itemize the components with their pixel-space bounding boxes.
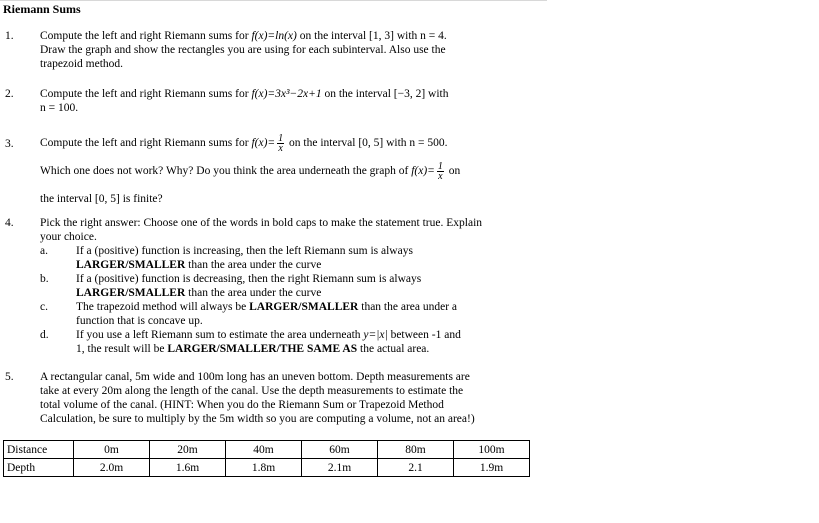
table-cell: 2.1 — [378, 459, 454, 477]
problem-5-number: 5. — [5, 371, 14, 383]
problem-4-number: 4. — [5, 217, 14, 229]
table-cell: 1.9m — [454, 459, 530, 477]
problem-1-number: 1. — [5, 30, 14, 42]
row-label-distance: Distance — [4, 441, 74, 459]
problem-3-number: 3. — [5, 138, 14, 150]
table-row-distance — [4, 441, 530, 459]
table-cell: 1.6m — [150, 459, 226, 477]
table-cell: 0m — [74, 441, 150, 459]
problem-4d-function: y=|x| — [363, 329, 388, 341]
problem-4b-text: If a (positive) function is decreasing, then the right Riemann sum is always LARGER/SMALLER than the area under the curve — [76, 273, 422, 299]
table-cell: 20m — [150, 441, 226, 459]
problem-2-number: 2. — [5, 88, 14, 100]
table-cell: 100m — [454, 441, 530, 459]
problem-4a-label: a. — [40, 245, 48, 257]
problem-4-intro: Pick the right answer: Choose one of the words in bold caps to make the statement true. Explain your choice. — [40, 217, 483, 243]
problem-3-text: Compute the left and right Riemann sums for f(x)= $\frac{1}{x}$ on the interval [0, 5] with n = 500. Which one does not work? Why? Do you think the area underneath the graph of f(x)= $\frac{1}{x}$ on the interval [0, 5] is finite? — [40, 132, 461, 205]
problem-3-question-fraction: $\frac{1}{x}$ — [437, 160, 443, 182]
table-cell: 40m — [226, 441, 302, 459]
problem-1-function: f(x)=ln(x) — [251, 30, 297, 42]
problem-4c-label: c. — [40, 301, 48, 313]
problem-2-function: f(x)=3x³−2x+1 — [251, 88, 322, 100]
table-cell: 1.8m — [226, 459, 302, 477]
canal-depth-table — [3, 440, 530, 477]
table-cell: 80m — [378, 441, 454, 459]
problem-5-text: A rectangular canal, 5m wide and 100m long has an uneven bottom. Depth measurements are take at every 20m along the length of the canal. Use the depth measurements to estimate the total volume of the canal. (HINT: When you do the Riemann Sum or Trapezoid Method Calculation, be sure to multiply by the 5m width so you are computing a volume, not an area!) — [40, 371, 475, 425]
row-label-depth: Depth — [4, 459, 74, 477]
problem-4d-label: d. — [40, 329, 49, 341]
table-cell: 2.1m — [302, 459, 378, 477]
page-title: Riemann Sums — [3, 2, 81, 16]
problem-4c-text: The trapezoid method will always be LARGER/SMALLER than the area under a function that is concave up. — [76, 301, 458, 327]
table-row-depth — [4, 459, 530, 477]
problem-2-text: Compute the left and right Riemann sums for f(x)=3x³−2x+1 on the interval [−3, 2] with n = 100. — [40, 88, 449, 114]
table-cell: 2.0m — [74, 459, 150, 477]
problem-3-fraction: $\frac{1}{x}$ — [278, 132, 284, 154]
problem-1-text: Compute the left and right Riemann sums for f(x)=ln(x) on the interval [1, 3] with n = 4. Draw the graph and show the rectangles you are using for each subinterval. Also use the trapezoid method. — [40, 30, 447, 70]
table-cell: 60m — [302, 441, 378, 459]
problem-4d-text: If you use a left Riemann sum to estimate the area underneath y=|x| between -1 and 1, the result will be LARGER/SMALLER/THE SAME AS the actual area. — [76, 329, 461, 355]
problem-4b-label: b. — [40, 273, 49, 285]
problem-4a-text: If a (positive) function is increasing, then the left Riemann sum is always LARGER/SMALLER than the area under the curve — [76, 245, 413, 271]
top-rule — [0, 0, 547, 1]
